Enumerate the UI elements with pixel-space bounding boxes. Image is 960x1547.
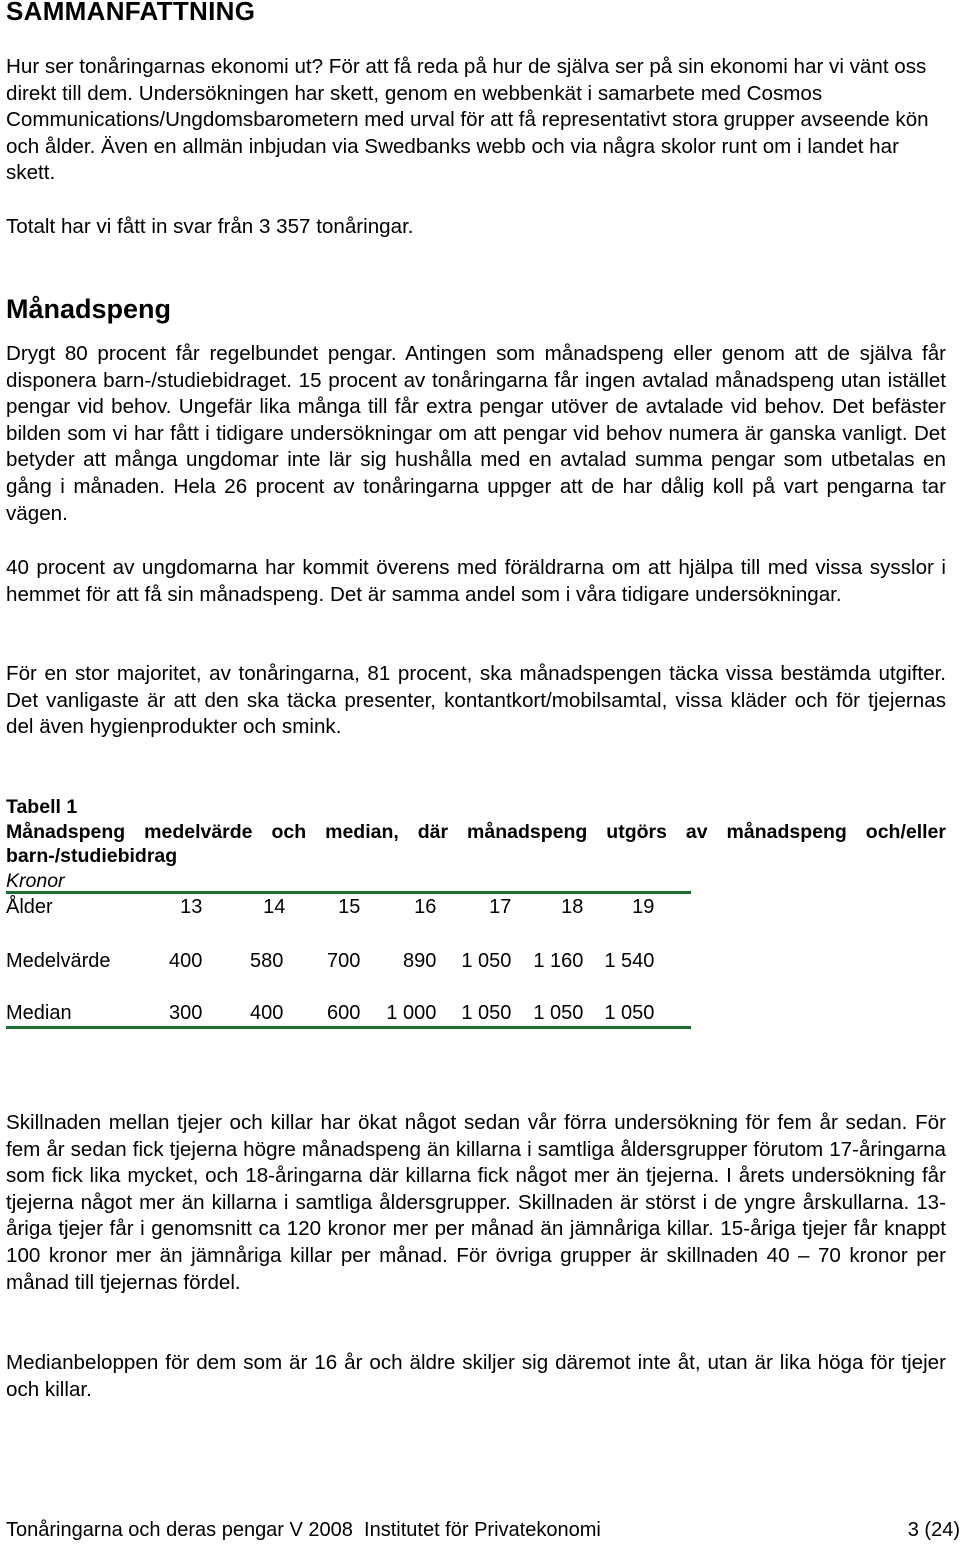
page-footer (6, 1519, 960, 1542)
table-cell: 1 050 (461, 1001, 512, 1024)
table-row (6, 920, 654, 974)
section-title: Månadspeng (6, 294, 172, 324)
table-cell: 1 050 (533, 1001, 584, 1024)
table-title: Månadspeng medelvärde och median, där månadspeng utgörs av månadspeng och/eller barn-/studiebidrag (6, 820, 946, 867)
table-caption (6, 795, 946, 893)
table-cell: 1 000 (386, 1001, 437, 1024)
table-header-cell: 18 (561, 895, 584, 918)
section-paragraph: För en stor majoritet, av tonåringarna, 81 procent, ska månadspengen täcka vissa bestämda utgifter. Det vanligaste är att den ska täcka presenter, kontantkort/mobilsamtal, vissa kläder och för tjejernas del även hygienprodukter och smink. (6, 662, 946, 739)
table-number: Tabell 1 (6, 796, 78, 818)
table-cell: 1 160 (533, 949, 584, 972)
intro-total-paragraph: Totalt har vi fått in svar från 3 357 tonåringar. (6, 215, 414, 238)
table-row-label: Medelvärde (6, 949, 111, 972)
table-cell: 1 540 (604, 949, 655, 972)
table-cell: 700 (327, 949, 361, 972)
footer-title: Tonåringarna och deras pengar V 2008 Institutet för Privatekonomi (6, 1519, 601, 1541)
table-cell: 400 (250, 1001, 284, 1024)
table-header-cell: 17 (489, 895, 512, 918)
table-header-cell: 13 (180, 895, 203, 918)
table-cell: 600 (327, 1001, 361, 1024)
table-cell: 1 050 (461, 949, 512, 972)
table-cell: 300 (169, 1001, 203, 1024)
section-paragraph: 40 procent av ungdomarna har kommit överens med föräldrarna om att hjälpa till med vissa sysslor i hemmet för att få sin månadspeng. Det är samma andel som i våra tidigare undersökningar. (6, 556, 946, 606)
page-heading: SAMMANFATTNING (6, 0, 256, 26)
table-row-label: Median (6, 1001, 72, 1024)
table-header-cell: 16 (414, 895, 437, 918)
table-cell: 890 (403, 949, 437, 972)
table-header-cell: 19 (632, 895, 655, 918)
page-number: 3 (24) (907, 1519, 960, 1541)
intro-paragraph: Hur ser tonåringarnas ekonomi ut? För att få reda på hur de själva ser på sin ekonomi har vi vänt oss direkt till dem. Undersökningen har skett, genom en webbenkät i samarbete med Cosmos Communications/Ungdomsbarometern med urval för att få representativt stora grupper avseende kön och ålder. Även en allmän inbjudan via Swedbanks webb och via några skolor runt om i landet har skett. (6, 55, 929, 185)
table-cell: 1 050 (604, 1001, 655, 1024)
section-paragraph: Drygt 80 procent får regelbundet pengar. Antingen som månadspeng eller genom att de själva får disponera barn-/studiebidraget. 15 procent av tonåringarna får ingen avtalad månadspeng utan istället pengar vid behov. Ungefär lika många till får extra pengar utöver de avtalade vid behov. Det befäster bilden som vi har fått i tidigare undersökningar om att pengar vid behov numera är ganska vanligt. Det betyder att många ungdomar inte lär sig hushålla med en avtalad summa pengar som utbetalas en gång i månaden. Hela 26 procent av tonåringarna uppger att de har dålig koll på vart pengarna tar vägen. (6, 342, 946, 525)
table-bottom-rule (6, 1026, 691, 1029)
table-header-row (6, 894, 654, 920)
body-paragraph: Medianbeloppen för dem som är 16 år och äldre skiljer sig däremot inte åt, utan är lika höga för tjejer och killar. (6, 1351, 946, 1401)
table-cell: 400 (169, 949, 203, 972)
table-header-cell: 14 (263, 895, 286, 918)
table-cell: 580 (250, 949, 284, 972)
table-header-cell: 15 (338, 895, 361, 918)
allowance-table (6, 894, 654, 1026)
table-header-label: Ålder (6, 895, 53, 918)
body-paragraph: Skillnaden mellan tjejer och killar har ökat något sedan vår förra undersökning för fem år sedan. För fem år sedan fick tjejerna högre månadspeng än killarna i samtliga åldersgrupper förutom 17-åringarna som fick lika mycket, och 18-åringarna där killarna fick något mer än tjejerna. I årets undersökning får tjejerna något mer än killarna i samtliga åldersgrupper. Skillnaden är störst i de yngre årskullarna. 13-åriga tjejer får i genomsnitt ca 120 kronor mer per månad än jämnåriga killar. 15-åriga tjejer får knappt 100 kronor mer än jämnåriga killar per månad. För övriga grupper är skillnaden 40 – 70 kronor per månad till tjejernas fördel. (6, 1111, 946, 1294)
table-row (6, 974, 654, 1026)
table-unit: Kronor (6, 869, 65, 892)
